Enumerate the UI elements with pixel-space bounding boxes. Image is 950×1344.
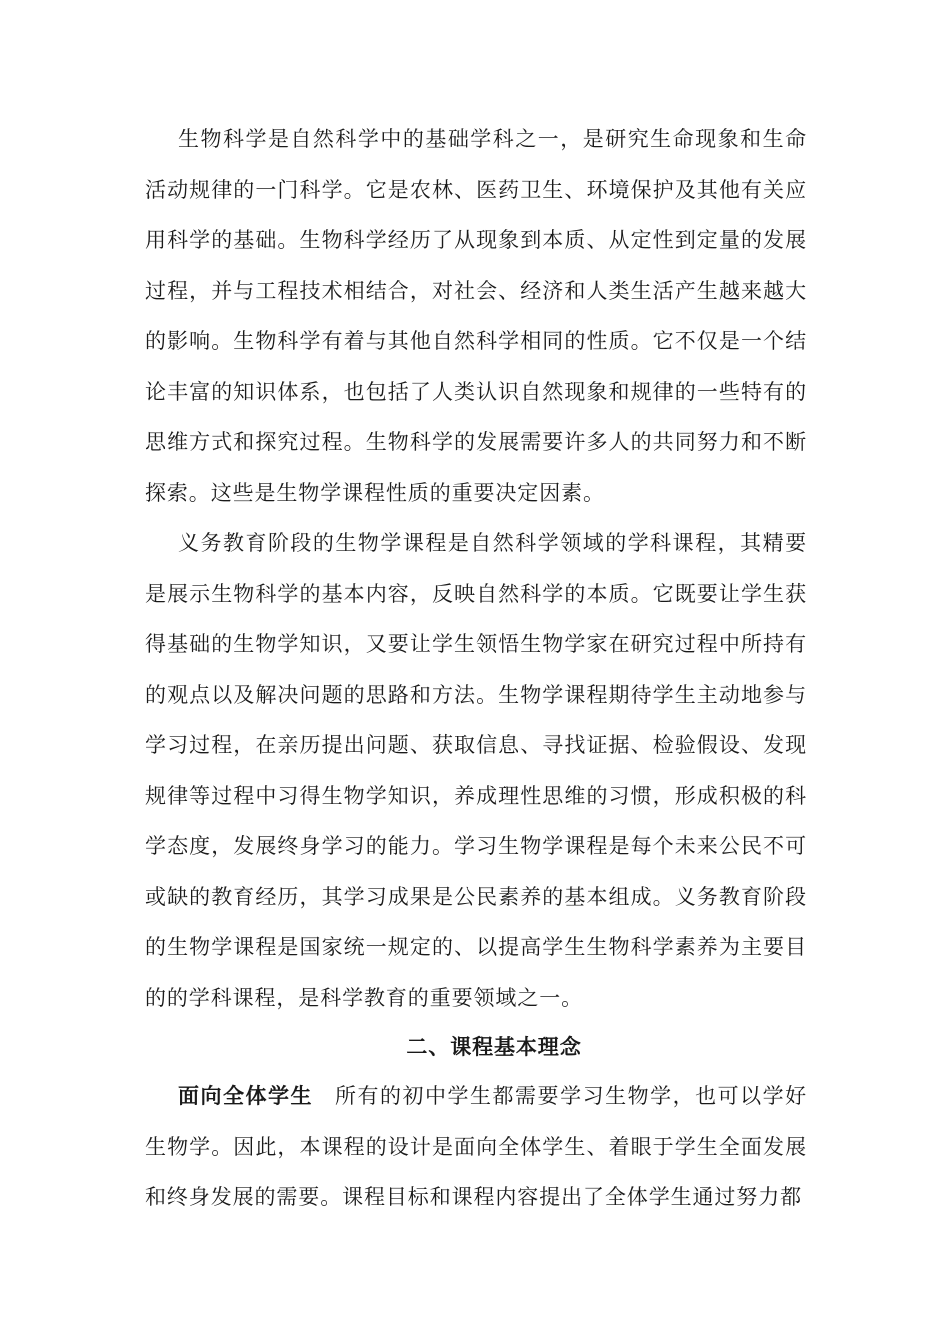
paragraph-biology-science-nature: 生物科学是自然科学中的基础学科之一，是研究生命现象和生命活动规律的一门科学。它是农林、医药卫生、环境保护及其他有关应用科学的基础。生物科学经历了从现象到本质、从定性到定量的发展过程，并与工程技术相结合，对社会、经济和人类生活产生越来越大的影响。生物科学有着与其他自然科学相同的性质。它不仅是一个结论丰富的知识体系，也包括了人类认识自然现象和规律的一些特有的思维方式和探究过程。生物科学的发展需要许多人的共同努力和不断探索。这些是生物学课程性质的重要决定因素。 xyxy=(145,127,807,505)
section-heading: 二、课程基本理念 xyxy=(406,1035,582,1059)
paragraph-body-text: 所有的初中学生都需要学习生物学，也可以学好生物学。因此，本课程的设计是面向全体学生、着眼于学生全面发展和终身发展的需要。课程目标和课程内容提出了全体学生通过努力都 xyxy=(145,1084,807,1209)
document-body xyxy=(145,114,807,1223)
paragraph-all-students xyxy=(145,1071,807,1223)
paragraph-lead-term: 面向全体学生 xyxy=(178,1084,314,1108)
paragraph-compulsory-education-course: 义务教育阶段的生物学课程是自然科学领域的学科课程，其精要是展示生物科学的基本内容，反映自然科学的本质。它既要让学生获得基础的生物学知识，又要让学生领悟生物学家在研究过程中所持有的观点以及解决问题的思路和方法。生物学课程期待学生主动地参与学习过程，在亲历提出问题、获取信息、寻找证据、检验假设、发现规律等过程中习得生物学知识，养成理性思维的习惯，形成积极的科学态度，发展终身学习的能力。学习生物学课程是每个未来公民不可或缺的教育经历，其学习成果是公民素养的基本组成。义务教育阶段的生物学课程是国家统一规定的、以提高学生生物科学素养为主要目的的学科课程，是科学教育的重要领域之一。 xyxy=(145,531,807,1010)
